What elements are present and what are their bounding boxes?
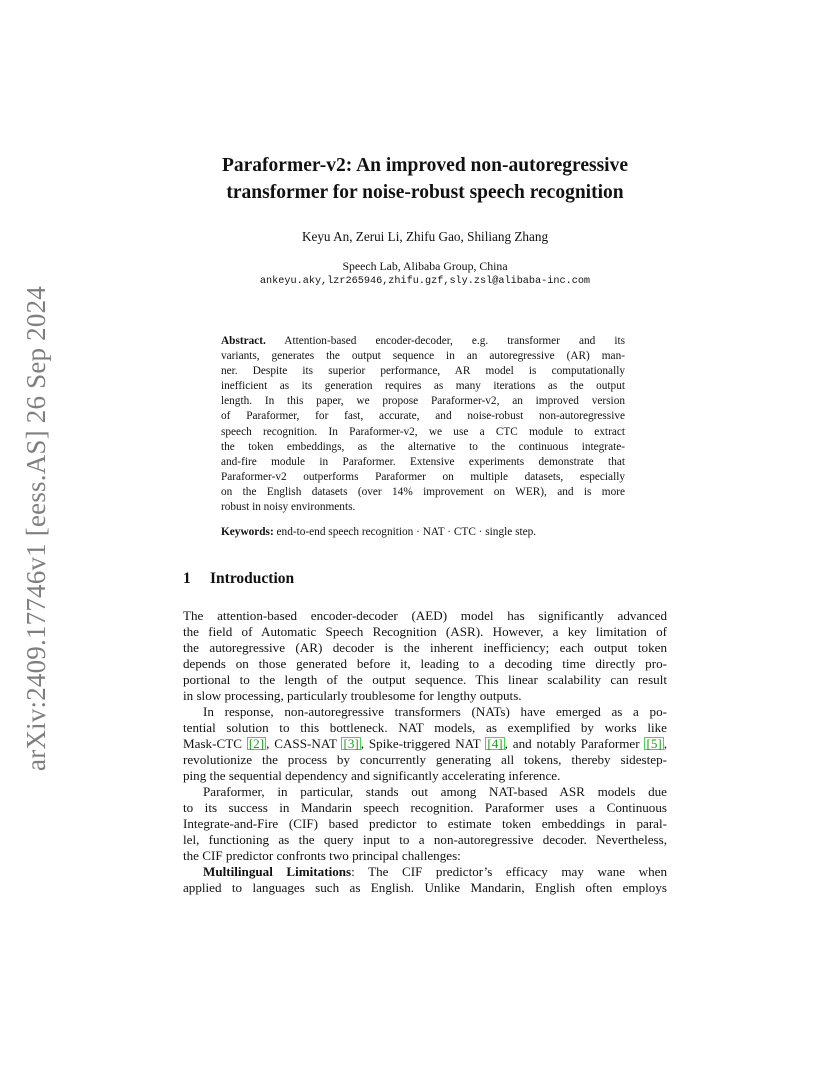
- title-line: Paraformer-v2: An improved non-autoregressive: [221, 155, 628, 176]
- arxiv-stamp: [18, 283, 54, 773]
- paragraph-line: ping the sequential dependency and significantly accelerating inference.: [183, 767, 561, 783]
- paragraph-text: : The CIF predictor’s efficacy may wane when: [351, 864, 667, 879]
- arxiv-id: arXiv:2409.17746v1 [eess.AS] 26 Sep 2024: [20, 285, 51, 771]
- paragraph-line: The attention-based encoder-decoder (AED) model has significantly advanced: [183, 608, 667, 623]
- citation-link[interactable]: [4]: [487, 735, 503, 751]
- title-line: transformer for noise-robust speech recognition: [226, 182, 624, 203]
- paragraph-line: lel, functioning as the query input to a non-autoregressive decoder. Nevertheless,: [183, 831, 667, 847]
- section-title: Introduction: [210, 570, 295, 587]
- citation-link[interactable]: [2]: [248, 735, 265, 751]
- keywords-label: Keywords:: [221, 526, 274, 538]
- citation-link[interactable]: [3]: [343, 735, 359, 751]
- paragraph-line: the field of Automatic Speech Recognition (ASR). However, a key limitation of: [183, 623, 667, 639]
- paragraph-line: portional to the length of the output sequence. This linear scalability can result: [183, 671, 667, 687]
- citation-context: , CASS-NAT: [266, 735, 342, 751]
- keywords: [221, 526, 625, 538]
- paragraph-line: depends on those generated before it, leading to a decoding time directly pro-: [183, 655, 667, 671]
- section-heading: [183, 570, 294, 588]
- abstract-line: and-fire module in Paraformer. Extensive experiments demonstrate that: [221, 455, 625, 468]
- paragraph-line: the autoregressive (AR) decoder is the inherent inefficiency; each output token: [183, 639, 667, 655]
- paragraph-line: Paraformer, in particular, stands out among NAT-based ASR models due: [203, 784, 667, 799]
- paragraph-line: [183, 736, 667, 752]
- affiliation: Speech Lab, Alibaba Group, China: [342, 259, 508, 273]
- paragraph-line: tential solution to this bottleneck. NAT models, as exemplified by works like: [183, 719, 667, 735]
- intro-paragraph-2: [183, 704, 667, 784]
- email-address: ankeyu.aky,lzr265946,zhifu.gzf,sly.zsl@alibaba-inc.com: [259, 276, 591, 287]
- abstract-line: [221, 334, 625, 349]
- abstract-line: robust in noisy environments.: [221, 501, 356, 514]
- abstract-line: inefficient as its generation requires as many iterations as the output: [221, 380, 625, 393]
- citation-context: , and notably Paraformer: [504, 735, 645, 751]
- intro-paragraph-3: [183, 784, 667, 864]
- author-list: Keyu An, Zerui Li, Zhifu Gao, Shiliang Zhang: [301, 229, 549, 244]
- paragraph-label: Multilingual Limitations: [203, 864, 352, 879]
- paragraph-line: Integrate-and-Fire (CIF) based predictor to estimate token embeddings in paral-: [183, 815, 667, 831]
- paper-title: [183, 152, 667, 206]
- abstract-line: on the English datasets (over 14% improvement on WER), and is more: [221, 485, 625, 498]
- abstract-line: length. In this paper, we propose Paraformer-v2, an improved version: [221, 395, 625, 408]
- abstract: [221, 334, 625, 515]
- paragraph-line: [183, 864, 667, 880]
- citation-context: ,: [663, 735, 668, 751]
- abstract-label: Abstract.: [221, 335, 266, 347]
- abstract-line: variants, generates the output sequence in an autoregressive (AR) man-: [221, 350, 625, 363]
- intro-paragraph-1: [183, 608, 667, 703]
- section-number: 1: [183, 570, 191, 587]
- abstract-line: the token embeddings, as the alternative to the continuous integrate-: [221, 440, 625, 453]
- keywords-text: end-to-end speech recognition · NAT · CTC · single step.: [273, 526, 537, 538]
- abstract-line: Paraformer-v2 outperforms Paraformer on multiple datasets, especially: [221, 470, 625, 483]
- paragraph-line: applied to languages such as English. Unlike Mandarin, English often employs: [183, 879, 667, 895]
- abstract-text: Attention-based encoder-decoder, e.g. transformer and its: [265, 335, 625, 347]
- paragraph-line: revolutionize the process by concurrently generating all tokens, thereby sidestep-: [183, 751, 667, 767]
- abstract-line: of Paraformer, for fast, accurate, and noise-robust non-autoregressive: [221, 410, 625, 423]
- citation-link[interactable]: [5]: [646, 735, 662, 751]
- citation-context: Mask-CTC: [183, 735, 247, 751]
- paragraph-line: In response, non-autoregressive transformers (NATs) have emerged as a po-: [203, 704, 667, 719]
- abstract-line: speech recognition. In Paraformer-v2, we use a CTC module to extract: [221, 425, 625, 438]
- abstract-line: ner. Despite its superior performance, AR model is computationally: [221, 365, 625, 378]
- paragraph-line: in slow processing, particularly troublesome for lengthy outputs.: [183, 687, 522, 703]
- intro-paragraph-4: [183, 864, 667, 896]
- paragraph-line: the CIF predictor confronts two principal challenges:: [183, 847, 461, 863]
- paragraph-line: to its success in Mandarin speech recognition. Paraformer uses a Continuous: [183, 799, 667, 815]
- citation-context: , Spike-triggered NAT: [360, 735, 486, 751]
